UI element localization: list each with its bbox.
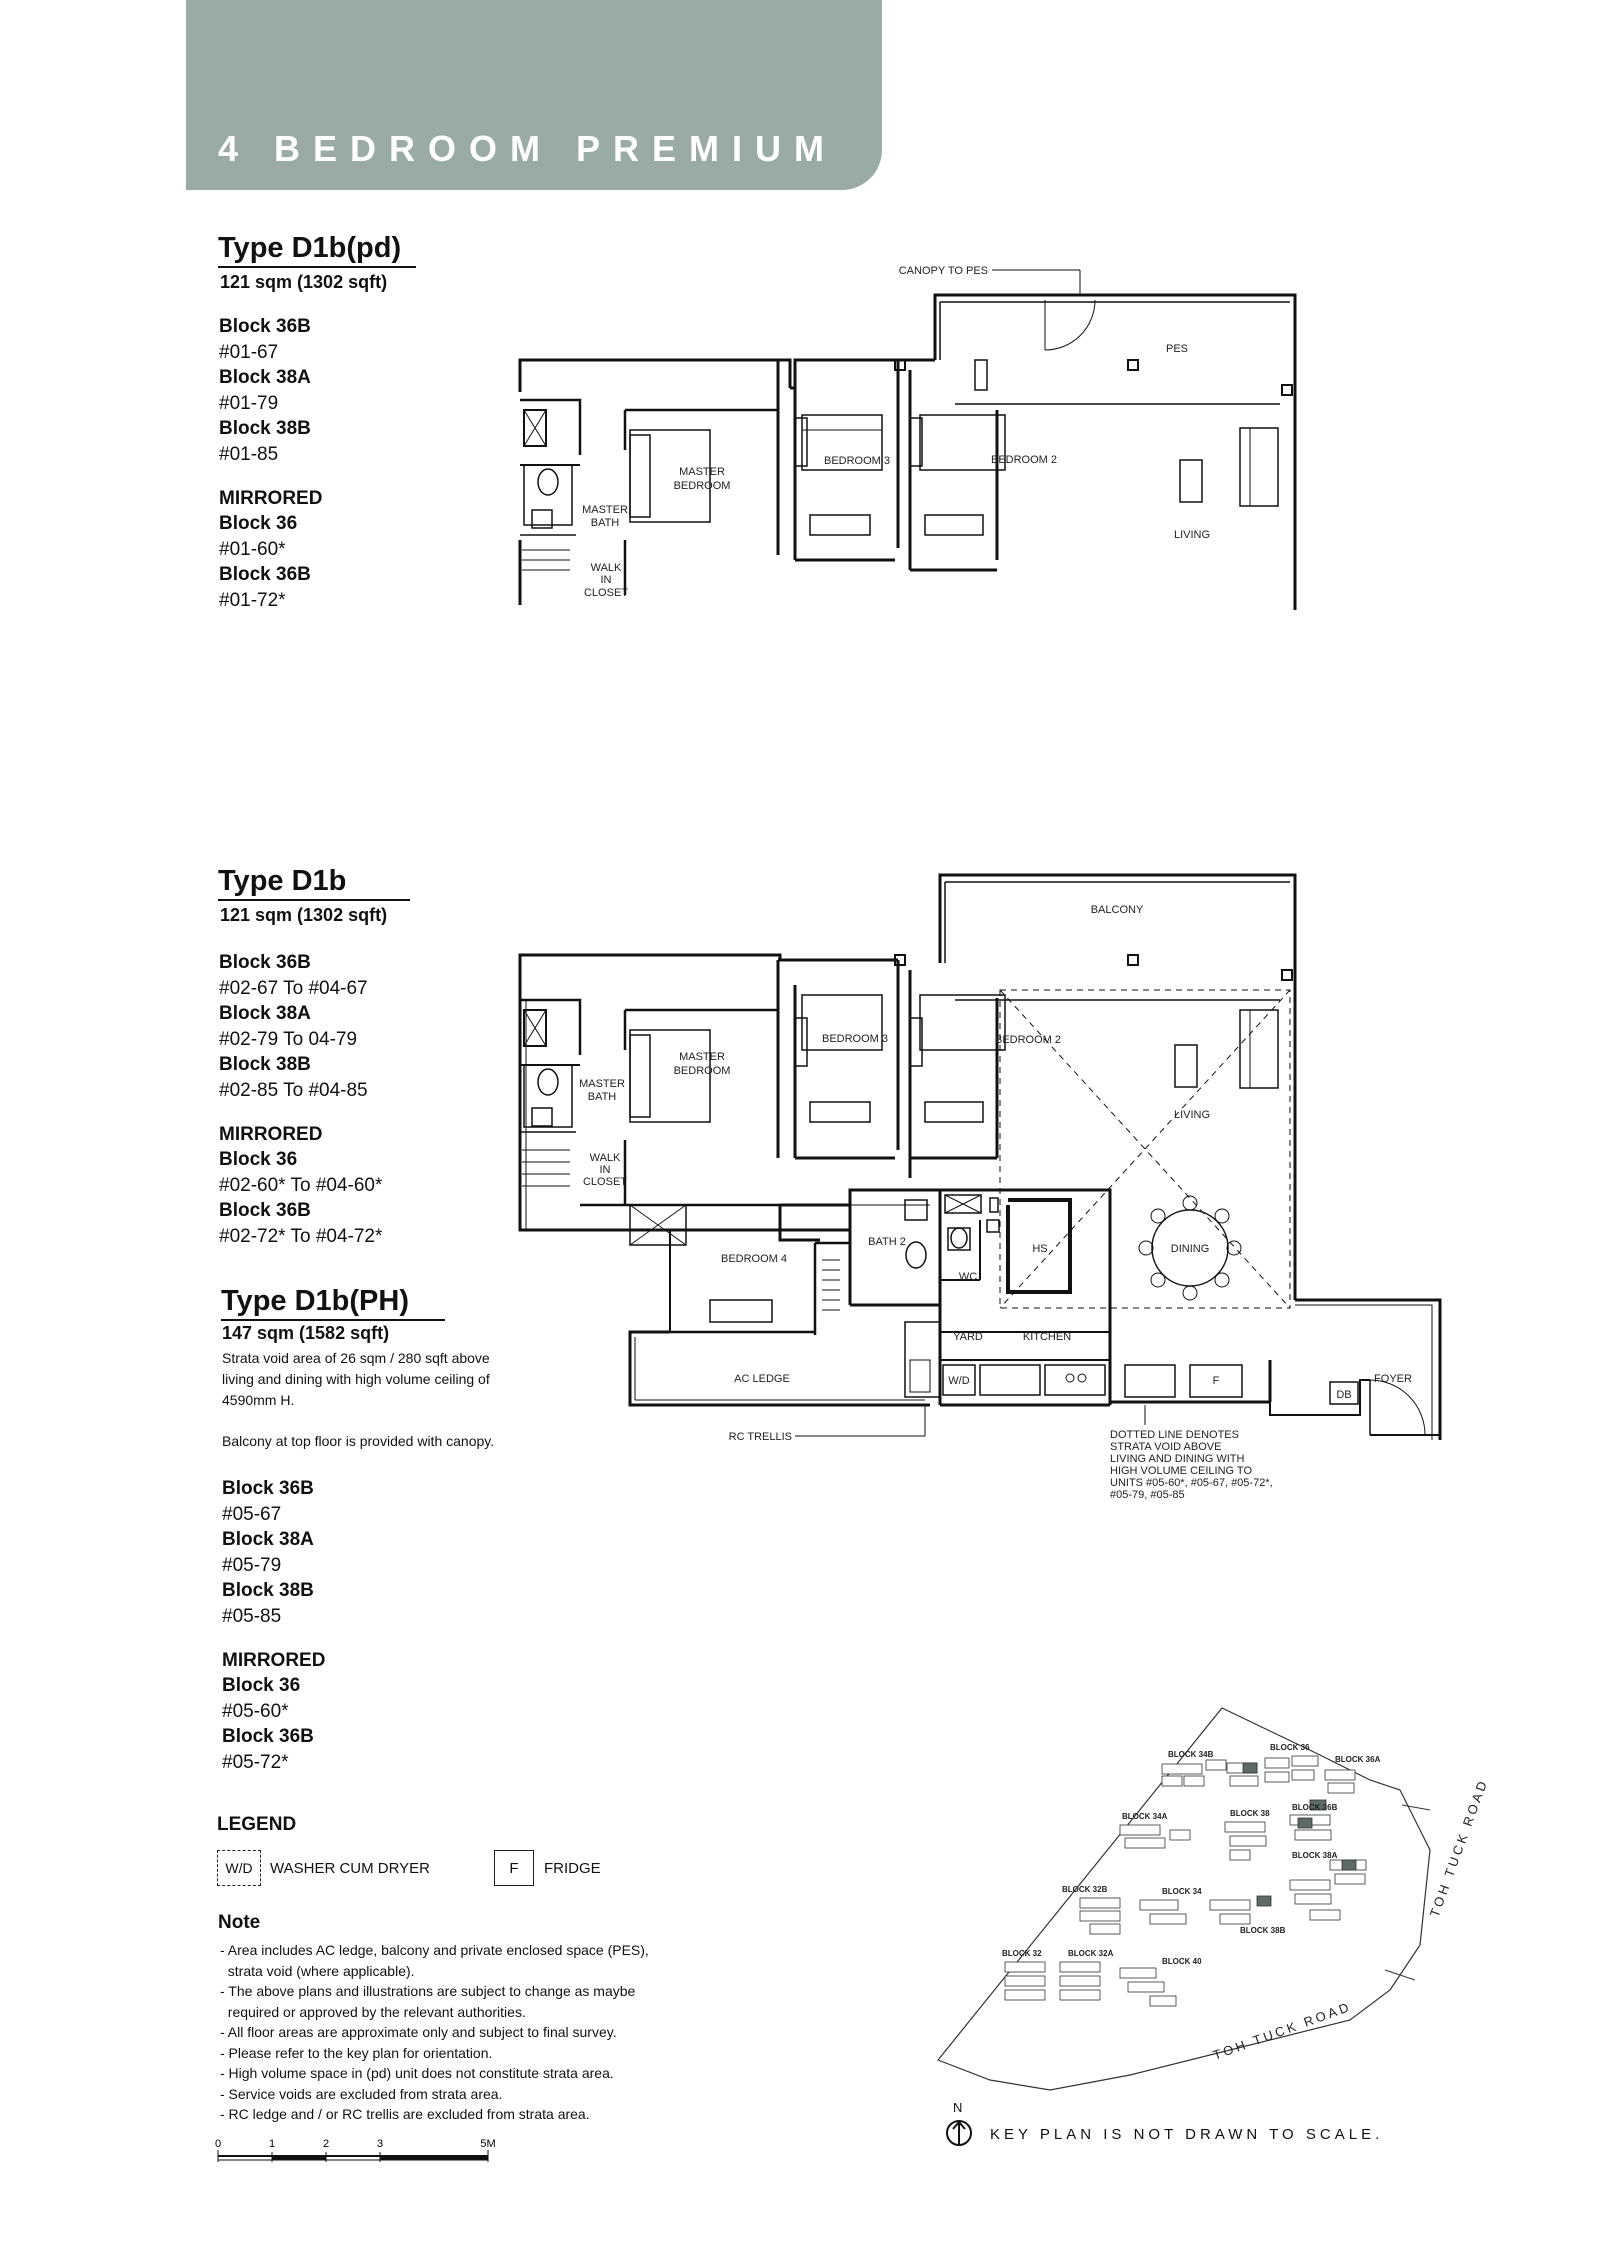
title-rule [218, 266, 416, 268]
unit-number: #01-67 [219, 341, 279, 363]
key-plan-block-label: BLOCK 38A [1292, 1851, 1338, 1860]
label-walk-in: CLOSET [583, 587, 629, 599]
label-dining: DINING [1170, 1243, 1210, 1255]
label-balcony: BALCONY [1090, 904, 1144, 916]
unit-list [219, 950, 382, 1250]
key-plan-road-label: TOH TUCK ROAD [1426, 1776, 1491, 1920]
dotted-note-line: STRATA VOID ABOVE [1110, 1441, 1222, 1453]
label-walk-in: IN [600, 574, 612, 586]
block-name: Block 38A [219, 367, 311, 389]
label-fridge: F [1212, 1375, 1220, 1387]
key-plan-block-label: BLOCK 40 [1162, 1957, 1202, 1966]
label-wc: WC [958, 1271, 978, 1283]
key-plan-block-label: BLOCK 36 [1270, 1743, 1310, 1752]
unit-description [222, 1348, 494, 1452]
key-plan [930, 1700, 1491, 2100]
block-name: Block 36B [222, 1478, 314, 1499]
block-name: MIRRORED [219, 1123, 323, 1145]
block-name: Block 36B [219, 1200, 311, 1222]
unit-number: #05-67 [222, 1503, 282, 1525]
scale-bar [215, 2136, 505, 2166]
note-item: - RC ledge and / or RC trellis are excluded from strata area. [220, 2106, 590, 2122]
key-plan-block-label: BLOCK 36B [1292, 1803, 1338, 1812]
dotted-note-line: #05-79, #05-85 [1110, 1489, 1185, 1501]
desc-line: 4590mm H. [222, 1392, 295, 1408]
scale-tick-label: 3 [376, 2138, 384, 2150]
label-walk-in: WALK [589, 1152, 621, 1164]
label-master-bedroom: BEDROOM [673, 480, 731, 492]
block-name: Block 38B [219, 1054, 311, 1076]
unit-number: #01-60* [219, 538, 286, 560]
key-plan-road-label: TOH TUCK ROAD [1210, 1998, 1354, 2063]
unit-number: #02-60* To #04-60* [219, 1174, 383, 1196]
label-washer-dryer: W/D [948, 1375, 970, 1387]
unit-area: 147 sqm (1582 sqft) [222, 1323, 390, 1343]
unit-number: #05-60* [222, 1700, 289, 1722]
block-name: Block 38A [222, 1529, 314, 1551]
key-plan-block-label: BLOCK 34 [1162, 1887, 1202, 1896]
label-bedroom3: BEDROOM 3 [821, 1033, 889, 1045]
key-plan-block-label: BLOCK 32A [1068, 1949, 1114, 1958]
key-plan-block-label: BLOCK 34B [1168, 1750, 1214, 1759]
floor-plan-pd [510, 260, 1310, 620]
label-walk-in: WALK [590, 562, 622, 574]
label-db: DB [1336, 1389, 1352, 1401]
fridge-label: FRIDGE [544, 1860, 601, 1877]
unit-number: #02-72* To #04-72* [219, 1225, 383, 1247]
spacer [219, 1104, 382, 1122]
label-master-bath: MASTER [582, 504, 628, 516]
title-rule [218, 899, 410, 901]
scale-tick-label: 5M [480, 2138, 496, 2150]
desc-line: Balcony at top floor is provided with canopy. [222, 1433, 495, 1449]
note-item: - Please refer to the key plan for orientation. [220, 2044, 493, 2061]
unit-number: #02-85 To #04-85 [219, 1079, 368, 1101]
note-item: - All floor areas are approximate only and subject to final survey. [220, 2024, 617, 2040]
label-ac-ledge: AC LEDGE [734, 1373, 790, 1385]
dotted-note-line: LIVING AND DINING WITH [1110, 1453, 1245, 1465]
key-plan-note: KEY PLAN IS NOT DRAWN TO SCALE. [990, 2126, 1384, 2143]
note-item: - Service voids are excluded from strata area. [220, 2085, 503, 2102]
scale-tick-label: 0 [214, 2138, 222, 2150]
block-name: Block 36B [219, 564, 311, 586]
note-item: - High volume space in (pd) unit does not constitute strata area. [220, 2065, 614, 2081]
label-walk-in: CLOSET [582, 1176, 628, 1188]
key-plan-block-label: BLOCK 32B [1062, 1885, 1108, 1894]
north-label: N [953, 2100, 963, 2115]
legend-heading: LEGEND [217, 1814, 297, 1835]
unit-number: #02-79 To 04-79 [219, 1028, 358, 1050]
unit-area: 121 sqm (1302 sqft) [220, 272, 388, 292]
label-foyer: FOYER [1374, 1373, 1412, 1385]
note-item: - The above plans and illustrations are subject to change as maybe [220, 1983, 636, 1999]
note-item: - Area includes AC ledge, balcony and private enclosed space (PES), [220, 1942, 649, 1958]
key-plan-block-label: BLOCK 38 [1230, 1809, 1270, 1818]
label-master-bedroom: BEDROOM [673, 1065, 731, 1077]
label-kitchen: KITCHEN [1022, 1331, 1072, 1343]
type-title: Type D1b [218, 865, 347, 897]
label-master-bedroom: MASTER [679, 466, 725, 478]
label-master-bedroom: MASTER [679, 1051, 725, 1063]
block-name: Block 36 [222, 1675, 301, 1697]
block-name: Block 38B [222, 1580, 314, 1602]
floor-plan-d1b [510, 860, 1470, 1520]
block-name: Block 36B [222, 1726, 314, 1748]
label-bath2: BATH 2 [868, 1236, 906, 1248]
key-plan-block-label: BLOCK 38B [1240, 1926, 1286, 1935]
block-name: Block 36 [219, 1149, 298, 1171]
key-plan-block-label: BLOCK 34A [1122, 1812, 1168, 1821]
block-name: Block 38B [219, 418, 311, 440]
unit-list [219, 314, 322, 614]
unit-number: #01-79 [219, 392, 279, 414]
label-bedroom4: BEDROOM 4 [720, 1253, 788, 1265]
label-hs: HS [1032, 1243, 1048, 1255]
label-master-bath: BATH [587, 1091, 617, 1103]
key-plan-block-label: BLOCK 36A [1335, 1755, 1381, 1764]
note-item: required or approved by the relevant authorities. [220, 2003, 526, 2020]
unit-list [222, 1476, 325, 1776]
spacer [222, 1630, 325, 1648]
unit-number: #05-85 [222, 1605, 282, 1627]
label-bedroom2: BEDROOM 2 [994, 1034, 1062, 1046]
label-pes: PES [1165, 343, 1189, 355]
unit-area: 121 sqm (1302 sqft) [220, 905, 388, 925]
block-name: MIRRORED [219, 487, 323, 509]
scale-tick-label: 2 [322, 2138, 330, 2150]
unit-number: #02-67 To #04-67 [219, 977, 368, 999]
note-list [220, 1940, 649, 2125]
note-heading: Note [218, 1912, 261, 1933]
washer-dryer-symbol: W/D [217, 1850, 261, 1886]
block-name: Block 36 [219, 513, 298, 535]
block-name: Block 36B [219, 952, 311, 973]
block-name: Block 36B [219, 316, 311, 337]
type-title: Type D1b(PH) [221, 1285, 409, 1317]
type-title: Type D1b(pd) [218, 232, 402, 264]
title-rule [221, 1319, 445, 1321]
desc-line: living and dining with high volume ceiling of [222, 1371, 490, 1387]
dotted-note-line: DOTTED LINE DENOTES [1110, 1429, 1239, 1441]
washer-dryer-label: WASHER CUM DRYER [270, 1860, 431, 1877]
label-bedroom3: BEDROOM 3 [823, 455, 891, 467]
label-yard: YARD [953, 1331, 983, 1343]
spacer [219, 468, 322, 486]
unit-number: #01-85 [219, 443, 279, 465]
label-walk-in: IN [599, 1164, 611, 1176]
label-rc-trellis: RC TRELLIS [728, 1431, 792, 1443]
page-title: 4 BEDROOM PREMIUM [218, 128, 838, 169]
dotted-note-line: HIGH VOLUME CEILING TO [1110, 1465, 1253, 1477]
label-living: LIVING [1173, 529, 1211, 541]
label-canopy: CANOPY TO PES [898, 265, 988, 277]
label-bedroom2: BEDROOM 2 [990, 454, 1058, 466]
note-item: strata void (where applicable). [220, 1962, 415, 1979]
label-master-bath: MASTER [579, 1078, 625, 1090]
desc-line: Strata void area of 26 sqm / 280 sqft above [222, 1350, 490, 1366]
dotted-note-line: UNITS #05-60*, #05-67, #05-72*, [1110, 1477, 1273, 1489]
key-plan-block-label: BLOCK 32 [1002, 1949, 1042, 1958]
north-arrow-icon [944, 2118, 974, 2148]
label-living: LIVING [1173, 1109, 1211, 1121]
unit-number: #05-72* [222, 1751, 289, 1773]
block-name: MIRRORED [222, 1649, 326, 1671]
label-master-bath: BATH [590, 517, 620, 529]
scale-tick-label: 1 [268, 2138, 276, 2150]
block-name: Block 38A [219, 1003, 311, 1025]
unit-number: #01-72* [219, 589, 286, 611]
header-banner [186, 0, 882, 190]
fridge-symbol: F [494, 1850, 534, 1886]
unit-number: #05-79 [222, 1554, 282, 1576]
